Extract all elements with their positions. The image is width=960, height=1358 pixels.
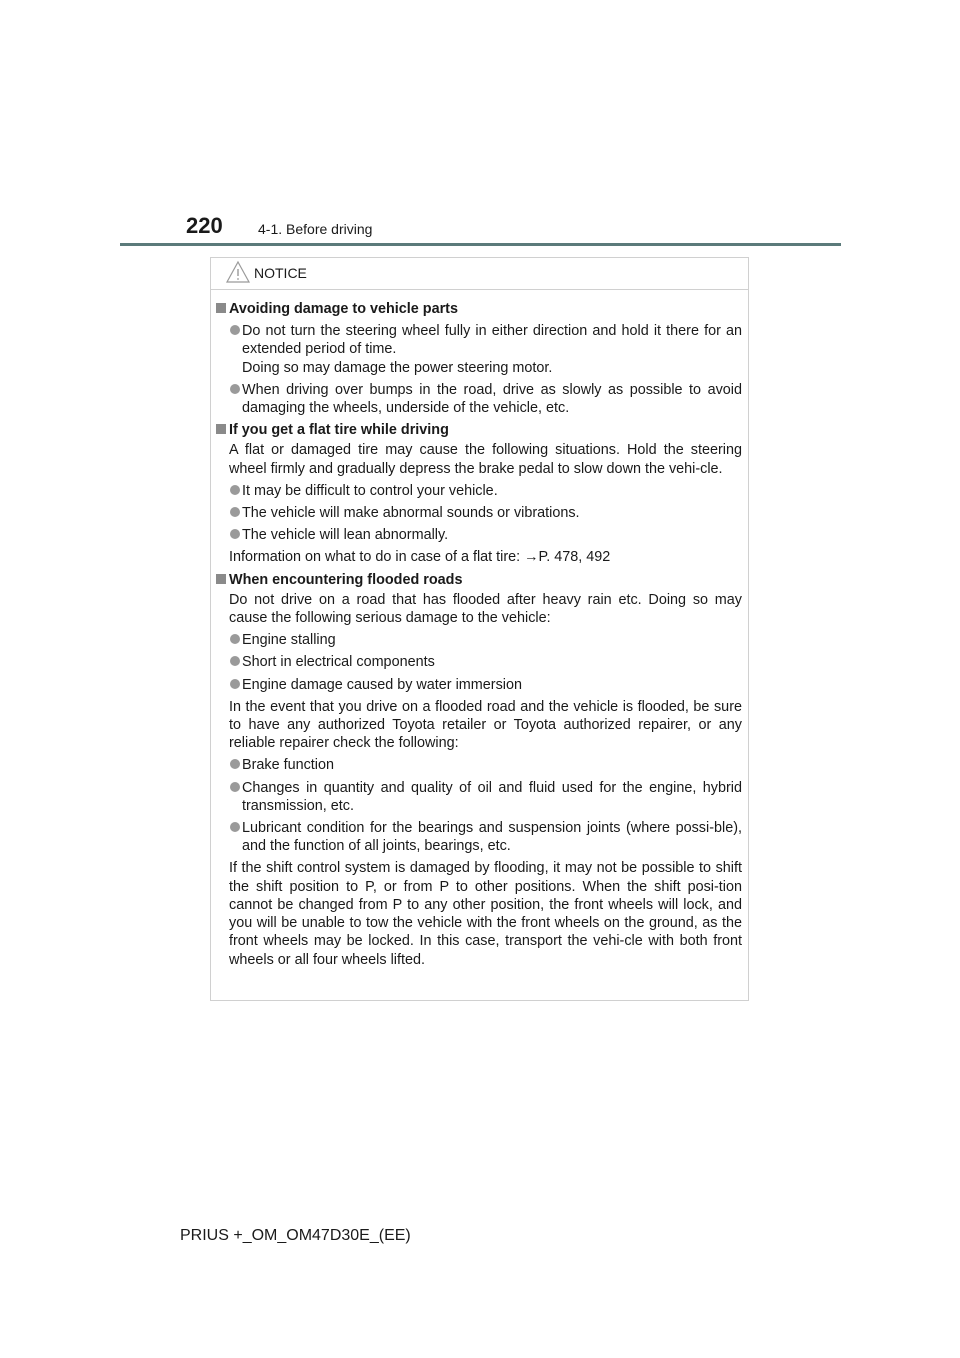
square-bullet-icon (216, 574, 226, 584)
list-item (215, 756, 742, 774)
list-item-text: It may be difficult to control your vehicle. (242, 482, 498, 499)
section-title: 4-1. Before driving (258, 221, 373, 237)
list-item-text: Short in electrical components (242, 654, 435, 671)
notice-section-heading (215, 571, 742, 589)
round-bullet-icon (230, 529, 240, 539)
list-item (215, 631, 742, 649)
list-item-text: Engine stalling (242, 632, 336, 649)
notice-section (215, 300, 742, 417)
list-item (215, 676, 742, 694)
round-bullet-icon (230, 634, 240, 644)
list-item (215, 653, 742, 671)
list-item-text: Lubricant condition for the bearings and suspension joints (where possi-ble), and the function of all joints, bearings, etc. (242, 820, 742, 855)
paragraph: A flat or damaged tire may cause the following situations. Hold the steering wheel firmly and gradually depress the brake pedal to slow down the vehi-cle. (229, 442, 742, 477)
list-item-text: When driving over bumps in the road, drive as slowly as possible to avoid damaging the wheels, underside of the vehicle, etc. (242, 381, 742, 417)
round-bullet-icon (230, 782, 240, 792)
notice-section-heading (215, 421, 742, 439)
list-item (215, 504, 742, 522)
round-bullet-icon (230, 822, 240, 832)
list-item (215, 779, 742, 815)
list-item-text: Engine damage caused by water immersion (242, 676, 522, 693)
round-bullet-icon (230, 507, 240, 517)
notice-section (215, 421, 742, 566)
section-heading-text: Avoiding damage to vehicle parts (229, 301, 458, 317)
section-heading-text: When encountering flooded roads (229, 571, 463, 588)
notice-section-heading (215, 300, 742, 318)
round-bullet-icon (230, 759, 240, 769)
round-bullet-icon (230, 679, 240, 689)
warning-triangle-icon (225, 260, 251, 284)
square-bullet-icon (216, 424, 226, 434)
notice-section (215, 571, 742, 969)
list-item-text: The vehicle will lean abnormally. (242, 527, 449, 544)
page-number: 220 (186, 213, 223, 238)
notice-body (211, 290, 748, 969)
list-item (215, 482, 742, 500)
paragraph: In the event that you drive on a flooded road and the vehicle is flooded, be sure to have any authorized Toyota retailer or Toyota authorized repairer, or any reliable repairer check the following: (229, 698, 742, 752)
list-item (215, 526, 742, 544)
paragraph: Information on what to do in case of a flat tire: →P. 478, 492 (229, 549, 611, 566)
list-item-text: The vehicle will make abnormal sounds or vibrations. (242, 505, 580, 522)
list-item (215, 819, 742, 855)
header-divider (120, 243, 841, 246)
section-heading-text: If you get a flat tire while driving (229, 422, 449, 439)
notice-label: NOTICE (254, 265, 307, 281)
round-bullet-icon (230, 384, 240, 394)
round-bullet-icon (230, 325, 240, 335)
list-item-text: Brake function (242, 757, 334, 774)
list-item-text: Changes in quantity and quality of oil and fluid used for the engine, hybrid transmission, etc. (242, 779, 742, 814)
notice-box (210, 257, 749, 1001)
paragraph: If the shift control system is damaged by flooding, it may not be possible to shift the shift position to P, or from P to other positions. When the shift posi-tion cannot be changed from P to any other position, the front wheels will lock, and you will be unable to tow the vehicle with the front wheels on the ground, as the front wheels may be locked. In this case, transport the vehi-cle with both front wheels or all four wheels lifted. (229, 860, 742, 968)
square-bullet-icon (216, 303, 226, 313)
round-bullet-icon (230, 656, 240, 666)
paragraph: Do not drive on a road that has flooded after heavy rain etc. Doing so may cause the following serious damage to the vehicle: (229, 591, 742, 627)
list-item (215, 381, 742, 417)
notice-header (211, 258, 748, 290)
footer-doc-id: PRIUS +_OM_OM47D30E_(EE) (180, 1227, 411, 1244)
round-bullet-icon (230, 485, 240, 495)
list-item-text: Do not turn the steering wheel fully in either direction and hold it there for an extended period of time. Doing so may damage the power steering motor. (242, 323, 742, 376)
list-item (215, 322, 742, 377)
